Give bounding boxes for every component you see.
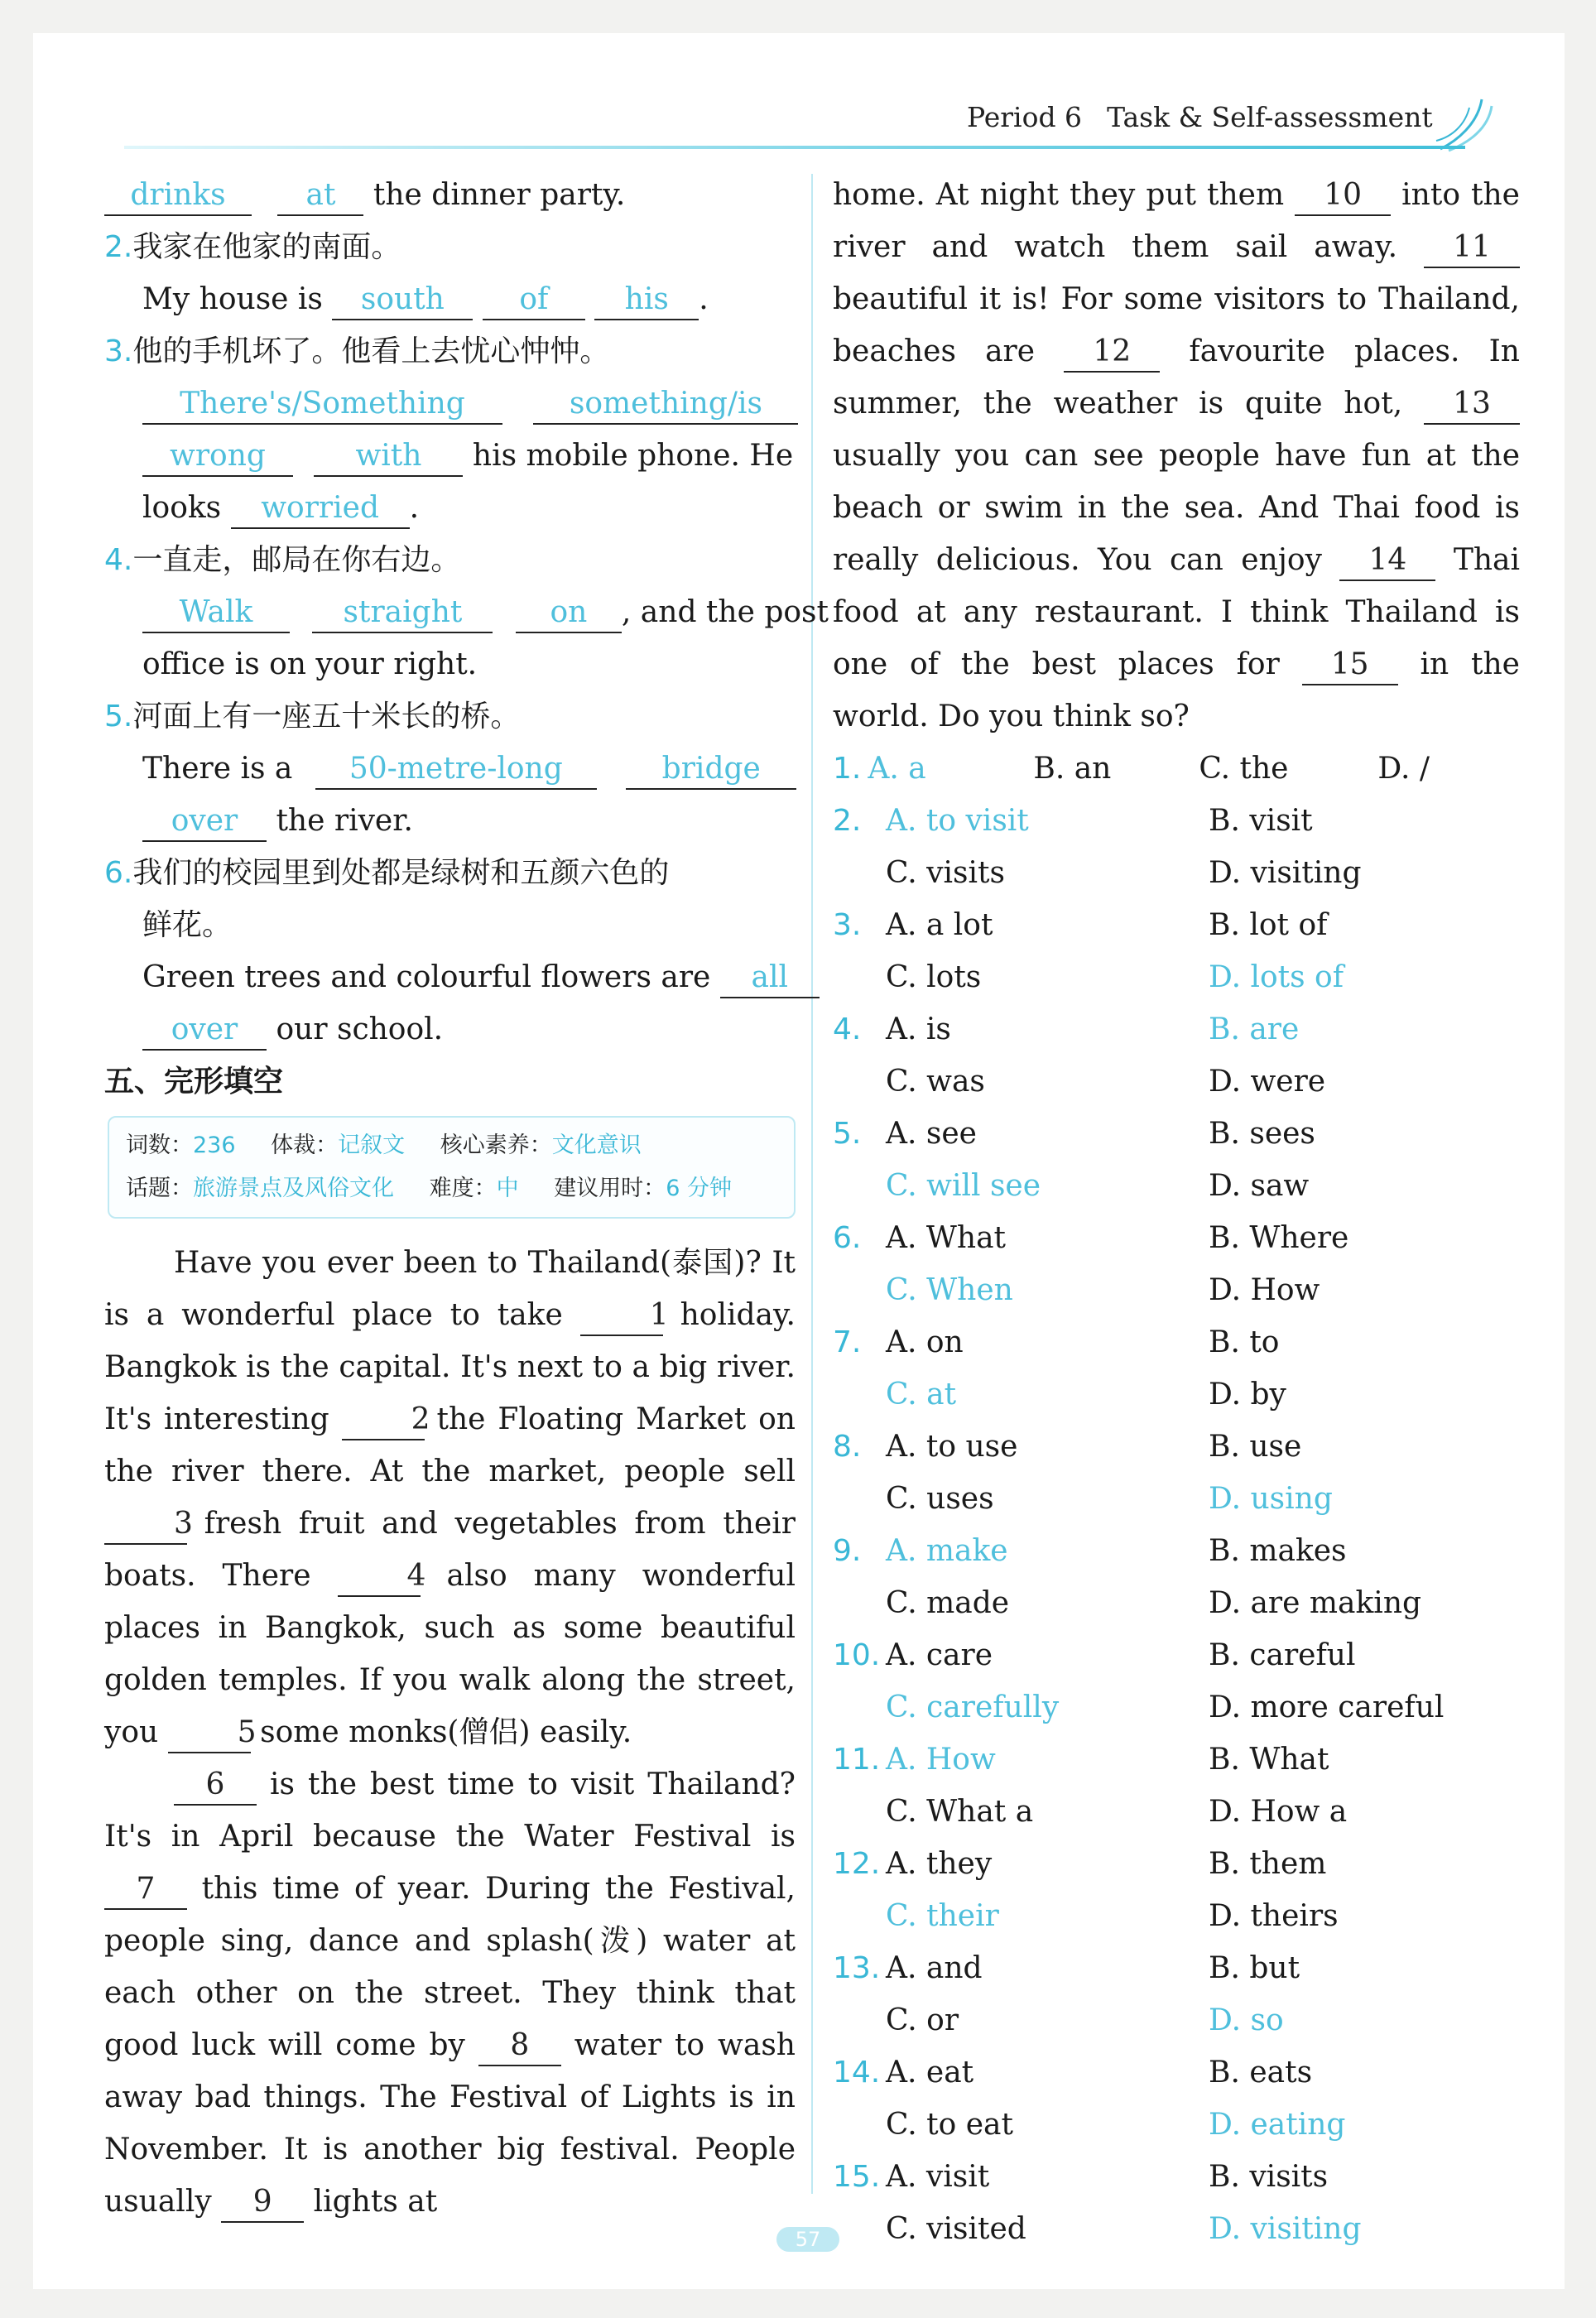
answer-blank[interactable]: wrong bbox=[142, 437, 293, 477]
question-row bbox=[833, 795, 1520, 847]
option-c[interactable]: C. to eat bbox=[886, 2108, 1013, 2142]
option-c[interactable]: C. visits bbox=[886, 856, 1005, 890]
question-4-answer-line-1 bbox=[104, 586, 829, 638]
question-number: 14. bbox=[833, 2056, 881, 2090]
passage-text: this time of year. During the Festival, people sing, dance and splash(泼) water at each other on the street. They think that good luck will come by bbox=[104, 1872, 796, 2062]
question-number: 12. bbox=[833, 1847, 881, 1881]
passage-text: also many wonderful places in Bangkok, such as some beautiful golden temples. If you walk along the street, you bbox=[104, 1559, 796, 1749]
chinese-prompt: 一直走，邮局在你右边。 bbox=[132, 543, 461, 577]
option-a[interactable]: A. How bbox=[886, 1743, 996, 1777]
question-row bbox=[833, 743, 1520, 795]
answer-blank[interactable]: There's/Something bbox=[142, 385, 502, 425]
option-d[interactable]: D. visiting bbox=[1209, 856, 1362, 890]
option-c[interactable]: C. or bbox=[886, 2003, 959, 2037]
passage-text: is the best time to visit Thailand? It's in April because the Water Festival is bbox=[104, 1767, 796, 1854]
passage-text: water to wash away bad things. The Festival of Lights is in November. It is another big festival. People usually bbox=[104, 2028, 796, 2219]
option-c[interactable]: C. made bbox=[886, 1586, 1010, 1620]
info-row-2 bbox=[126, 1167, 777, 1210]
question-5-answer-line-1 bbox=[104, 743, 796, 795]
multiple-choice-list bbox=[833, 743, 1520, 2255]
info-key: 建议用时： bbox=[554, 1176, 666, 1201]
text: My house is bbox=[142, 282, 323, 316]
question-row bbox=[833, 1942, 1520, 1994]
answer-blank[interactable]: with bbox=[314, 437, 463, 477]
question-6-answer-line-2 bbox=[104, 1003, 796, 1056]
question-row-cont bbox=[833, 951, 1520, 1003]
option-b[interactable]: B. visits bbox=[1209, 2160, 1329, 2194]
question-row bbox=[833, 2151, 1520, 2203]
question-row bbox=[833, 2046, 1520, 2099]
option-b[interactable]: B. visit bbox=[1209, 804, 1313, 838]
cloze-blank[interactable]: 4 bbox=[338, 1557, 421, 1597]
option-b[interactable]: B. makes bbox=[1209, 1534, 1347, 1568]
question-row-cont bbox=[833, 1056, 1520, 1108]
question-row-cont bbox=[833, 1994, 1520, 2046]
passage-text: lights at bbox=[313, 2185, 438, 2219]
question-number: 13. bbox=[833, 1951, 881, 1985]
cloze-blank[interactable]: 10 bbox=[1295, 176, 1391, 216]
question-row-cont bbox=[833, 1264, 1520, 1316]
passage-text: holiday. Bangkok is the capital. It's next to a big river. It's interesting bbox=[104, 1298, 796, 1436]
option-c[interactable]: C. uses bbox=[886, 1482, 994, 1516]
question-row-cont bbox=[833, 1160, 1520, 1212]
question-row bbox=[833, 899, 1520, 951]
cloze-blank[interactable]: 6 bbox=[174, 1766, 257, 1806]
answer-blank[interactable]: drinks bbox=[104, 176, 252, 216]
question-row bbox=[833, 1212, 1520, 1264]
option-a[interactable]: A. visit bbox=[886, 2160, 990, 2194]
question-4-prompt bbox=[104, 534, 796, 586]
page-header bbox=[967, 101, 1458, 133]
option-a[interactable]: A. care bbox=[886, 1638, 993, 1672]
question-number: 3. bbox=[104, 334, 133, 368]
info-value: 记叙文 bbox=[338, 1133, 406, 1158]
answer-blank[interactable]: over bbox=[142, 1011, 267, 1051]
question-number: 4. bbox=[833, 1012, 862, 1046]
question-row-cont bbox=[833, 1577, 1520, 1629]
option-d[interactable]: D. more careful bbox=[1209, 1690, 1445, 1724]
question-number: 2. bbox=[104, 230, 133, 264]
answer-blank[interactable]: south bbox=[332, 281, 473, 320]
question-row-cont bbox=[833, 2203, 1520, 2255]
option-d[interactable]: D. eating bbox=[1209, 2108, 1346, 2142]
question-row-cont bbox=[833, 1681, 1520, 1734]
option-b[interactable]: B. them bbox=[1209, 1847, 1327, 1881]
passage-paragraph-1 bbox=[104, 1237, 796, 1758]
cloze-blank[interactable]: 15 bbox=[1302, 646, 1398, 685]
cloze-blank[interactable]: 12 bbox=[1064, 333, 1160, 373]
answer-blank[interactable]: on bbox=[516, 594, 622, 633]
info-key: 话题： bbox=[126, 1176, 193, 1201]
answer-blank[interactable]: straight bbox=[312, 594, 493, 633]
question-3-answer-line-3 bbox=[104, 482, 796, 534]
option-c[interactable]: C. What a bbox=[886, 1795, 1034, 1829]
cloze-blank[interactable]: 13 bbox=[1424, 385, 1520, 425]
cloze-blank[interactable]: 11 bbox=[1424, 228, 1520, 268]
answer-blank[interactable]: all bbox=[720, 959, 820, 998]
option-b[interactable]: B. sees bbox=[1209, 1117, 1315, 1151]
question-3-answer-line-2 bbox=[104, 430, 796, 482]
text: , and the post bbox=[621, 595, 829, 629]
info-key: 词数： bbox=[126, 1133, 193, 1158]
question-row-cont bbox=[833, 1786, 1520, 1838]
info-key: 核心素养： bbox=[440, 1133, 552, 1158]
option-b[interactable]: B. eats bbox=[1209, 2056, 1313, 2090]
info-value: 旅游景点及风俗文化 bbox=[193, 1176, 394, 1201]
option-d[interactable]: D. saw bbox=[1209, 1169, 1310, 1203]
info-value: 文化意识 bbox=[551, 1133, 642, 1158]
question-row bbox=[833, 1421, 1520, 1473]
answer-blank[interactable]: worried bbox=[231, 489, 410, 529]
option-b[interactable]: B. use bbox=[1209, 1430, 1302, 1464]
option-a[interactable]: A. eat bbox=[886, 2056, 974, 2090]
option-c[interactable]: C. visited bbox=[886, 2212, 1026, 2246]
question-row-cont bbox=[833, 847, 1520, 899]
chinese-prompt: 我家在他家的南面。 bbox=[132, 230, 401, 264]
text: looks bbox=[142, 491, 222, 525]
option-a[interactable]: A. see bbox=[886, 1117, 977, 1151]
passage-text: in the world. Do you think so? bbox=[833, 647, 1520, 733]
question-row bbox=[833, 1108, 1520, 1160]
question-5-prompt bbox=[104, 690, 796, 743]
info-value: 中 bbox=[496, 1176, 519, 1201]
option-d[interactable]: D. so bbox=[1209, 2003, 1284, 2037]
question-3-answer-line-1 bbox=[104, 378, 796, 430]
question-6-prompt-cont: 鲜花。 bbox=[142, 908, 233, 942]
option-c[interactable]: C. the bbox=[1199, 752, 1289, 786]
option-a[interactable]: A. a bbox=[868, 752, 926, 786]
text: . bbox=[699, 282, 709, 316]
text: our school. bbox=[276, 1012, 444, 1046]
question-number: 15. bbox=[833, 2160, 881, 2194]
passage-text: beautiful it is! For some visitors to Thailand, beaches are bbox=[833, 282, 1520, 368]
option-a[interactable]: A. make bbox=[886, 1534, 1008, 1568]
option-d[interactable]: D. lots of bbox=[1209, 960, 1344, 994]
question-number: 5. bbox=[833, 1117, 862, 1151]
option-b[interactable]: B. careful bbox=[1209, 1638, 1356, 1672]
passage-text: Have you ever been to Thailand(泰国)? It is a wonderful place to take bbox=[104, 1246, 796, 1332]
question-number: 1. bbox=[833, 752, 862, 786]
option-a[interactable]: A. What bbox=[886, 1221, 1007, 1255]
question-6-prompt bbox=[104, 847, 796, 899]
question-row-cont bbox=[833, 1368, 1520, 1421]
option-c[interactable]: C. will see bbox=[886, 1169, 1041, 1203]
question-number: 11. bbox=[833, 1743, 881, 1777]
option-b[interactable]: B. an bbox=[1033, 752, 1112, 786]
chinese-prompt: 他的手机坏了。他看上去忧心忡忡。 bbox=[132, 334, 610, 368]
info-key: 难度： bbox=[429, 1176, 497, 1201]
question-2-answer-line bbox=[104, 273, 796, 325]
option-c[interactable]: C. carefully bbox=[886, 1690, 1060, 1724]
passage-text: usually you can see people have fun at the beach or swim in the sea. And Thai food is really delicious. You can enjoy bbox=[833, 439, 1520, 577]
question-row-cont bbox=[833, 1473, 1520, 1525]
info-key: 体裁： bbox=[271, 1133, 339, 1158]
question-row bbox=[833, 1734, 1520, 1786]
passage-text: favourite places. In summer, the weather is quite hot, bbox=[833, 334, 1520, 421]
question-row bbox=[833, 1838, 1520, 1890]
option-d[interactable]: D. How a bbox=[1209, 1795, 1348, 1829]
passage-text: fresh fruit and vegetables from their boats. There bbox=[104, 1507, 796, 1593]
right-column bbox=[833, 169, 1520, 2255]
question-number: 6. bbox=[104, 856, 133, 890]
cloze-blank[interactable]: 3 bbox=[104, 1505, 187, 1545]
question-5-answer-line-2 bbox=[104, 795, 796, 847]
question-number: 6. bbox=[833, 1221, 862, 1255]
text: There is a bbox=[142, 752, 293, 786]
option-c[interactable]: C. their bbox=[886, 1899, 999, 1933]
question-row bbox=[833, 1316, 1520, 1368]
question-number: 5. bbox=[104, 700, 133, 733]
cloze-blank[interactable]: 14 bbox=[1339, 541, 1435, 581]
question-row bbox=[833, 1525, 1520, 1577]
passage-text: the Floating Market on the river there. At the market, people sell bbox=[104, 1402, 796, 1488]
text: Green trees and colourful flowers are bbox=[142, 960, 711, 994]
option-a[interactable]: A. on bbox=[886, 1325, 964, 1359]
option-c[interactable]: C. was bbox=[886, 1065, 985, 1099]
answer-blank[interactable]: 50-metre-long bbox=[315, 750, 597, 790]
question-number: 10. bbox=[833, 1638, 881, 1672]
answer-blank[interactable]: something/is bbox=[533, 385, 798, 425]
option-a[interactable]: A. they bbox=[886, 1847, 993, 1881]
text: . bbox=[409, 491, 420, 525]
section-title: 五、完形填空 bbox=[104, 1065, 284, 1099]
header-title: Task & Self-assessment bbox=[1107, 101, 1433, 133]
passage-info-box bbox=[108, 1116, 796, 1219]
info-value: 6 分钟 bbox=[666, 1176, 732, 1201]
answer-blank[interactable]: bridge bbox=[626, 750, 796, 790]
chinese-prompt: 我们的校园里到处都是绿树和五颜六色的 bbox=[132, 856, 670, 890]
option-b[interactable]: B. Where bbox=[1209, 1221, 1349, 1255]
question-row-cont bbox=[833, 2099, 1520, 2151]
option-d[interactable]: D. are making bbox=[1209, 1586, 1422, 1620]
cloze-blank[interactable]: 2 bbox=[342, 1401, 425, 1440]
question-6-answer-line-1 bbox=[104, 951, 796, 1003]
option-b[interactable]: B. but bbox=[1209, 1951, 1300, 1985]
question-row-cont bbox=[833, 1890, 1520, 1942]
answer-blank[interactable]: at bbox=[277, 176, 363, 216]
text: his mobile phone. He bbox=[472, 439, 794, 473]
answer-blank[interactable]: over bbox=[142, 802, 267, 842]
question-number: 2. bbox=[833, 804, 862, 838]
option-d[interactable]: D. by bbox=[1209, 1378, 1286, 1411]
question-row bbox=[833, 1629, 1520, 1681]
line-q1-end bbox=[104, 169, 796, 221]
passage-text: home. At night they put them bbox=[833, 178, 1285, 212]
option-c[interactable]: C. at bbox=[886, 1378, 957, 1411]
question-number: 3. bbox=[833, 908, 862, 942]
answer-blank[interactable]: of bbox=[483, 281, 585, 320]
passage-text: into the river and watch them sail away. bbox=[833, 178, 1520, 264]
left-column bbox=[104, 169, 829, 2228]
option-b[interactable]: B. are bbox=[1209, 1012, 1300, 1046]
option-c[interactable]: C. When bbox=[886, 1273, 1013, 1307]
option-a[interactable]: A. to use bbox=[886, 1430, 1018, 1464]
option-a[interactable]: A. a lot bbox=[886, 908, 993, 942]
cloze-blank[interactable]: 9 bbox=[221, 2183, 304, 2223]
text: the dinner party. bbox=[373, 178, 626, 212]
option-b[interactable]: B. to bbox=[1209, 1325, 1280, 1359]
option-b[interactable]: B. What bbox=[1209, 1743, 1329, 1777]
option-c[interactable]: C. lots bbox=[886, 960, 982, 994]
passage-text: Thai food at any restaurant. I think Thailand is one of the best places for bbox=[833, 543, 1520, 681]
question-number: 8. bbox=[833, 1430, 862, 1464]
answer-blank[interactable]: his bbox=[594, 281, 699, 320]
page-number: 57 bbox=[776, 2227, 839, 2252]
question-2-prompt bbox=[104, 221, 796, 273]
info-value: 236 bbox=[193, 1133, 236, 1158]
passage-paragraph-3 bbox=[833, 169, 1520, 743]
chinese-prompt: 河面上有一座五十米长的桥。 bbox=[132, 700, 521, 733]
text: the river. bbox=[276, 804, 413, 838]
option-d[interactable]: D. / bbox=[1377, 752, 1430, 786]
question-3-prompt bbox=[104, 325, 796, 378]
option-b[interactable]: B. lot of bbox=[1209, 908, 1328, 942]
column-divider bbox=[811, 174, 813, 2194]
passage-paragraph-2 bbox=[104, 1758, 796, 2228]
cloze-blank[interactable]: 1 bbox=[580, 1296, 663, 1336]
cloze-blank[interactable]: 8 bbox=[478, 2027, 561, 2066]
option-d[interactable]: D. using bbox=[1209, 1482, 1333, 1516]
question-4-answer-line-2: office is on your right. bbox=[142, 647, 478, 681]
cloze-blank[interactable]: 5 bbox=[168, 1714, 251, 1753]
question-number: 9. bbox=[833, 1534, 862, 1568]
answer-blank[interactable]: Walk bbox=[142, 594, 290, 633]
option-a[interactable]: A. to visit bbox=[886, 804, 1029, 838]
cloze-blank[interactable]: 7 bbox=[104, 1870, 187, 1910]
header-rule bbox=[124, 146, 1465, 149]
option-d[interactable]: D. visiting bbox=[1209, 2212, 1362, 2246]
passage-text: some monks(僧侣) easily. bbox=[260, 1715, 632, 1749]
option-d[interactable]: D. were bbox=[1209, 1065, 1326, 1099]
option-a[interactable]: A. is bbox=[886, 1012, 951, 1046]
question-row bbox=[833, 1003, 1520, 1056]
info-row-1 bbox=[126, 1124, 777, 1167]
question-number: 4. bbox=[104, 543, 133, 577]
question-number: 7. bbox=[833, 1325, 862, 1359]
header-period: Period 6 bbox=[967, 101, 1083, 133]
option-a[interactable]: A. and bbox=[886, 1951, 983, 1985]
option-d[interactable]: D. How bbox=[1209, 1273, 1320, 1307]
option-d[interactable]: D. theirs bbox=[1209, 1899, 1339, 1933]
